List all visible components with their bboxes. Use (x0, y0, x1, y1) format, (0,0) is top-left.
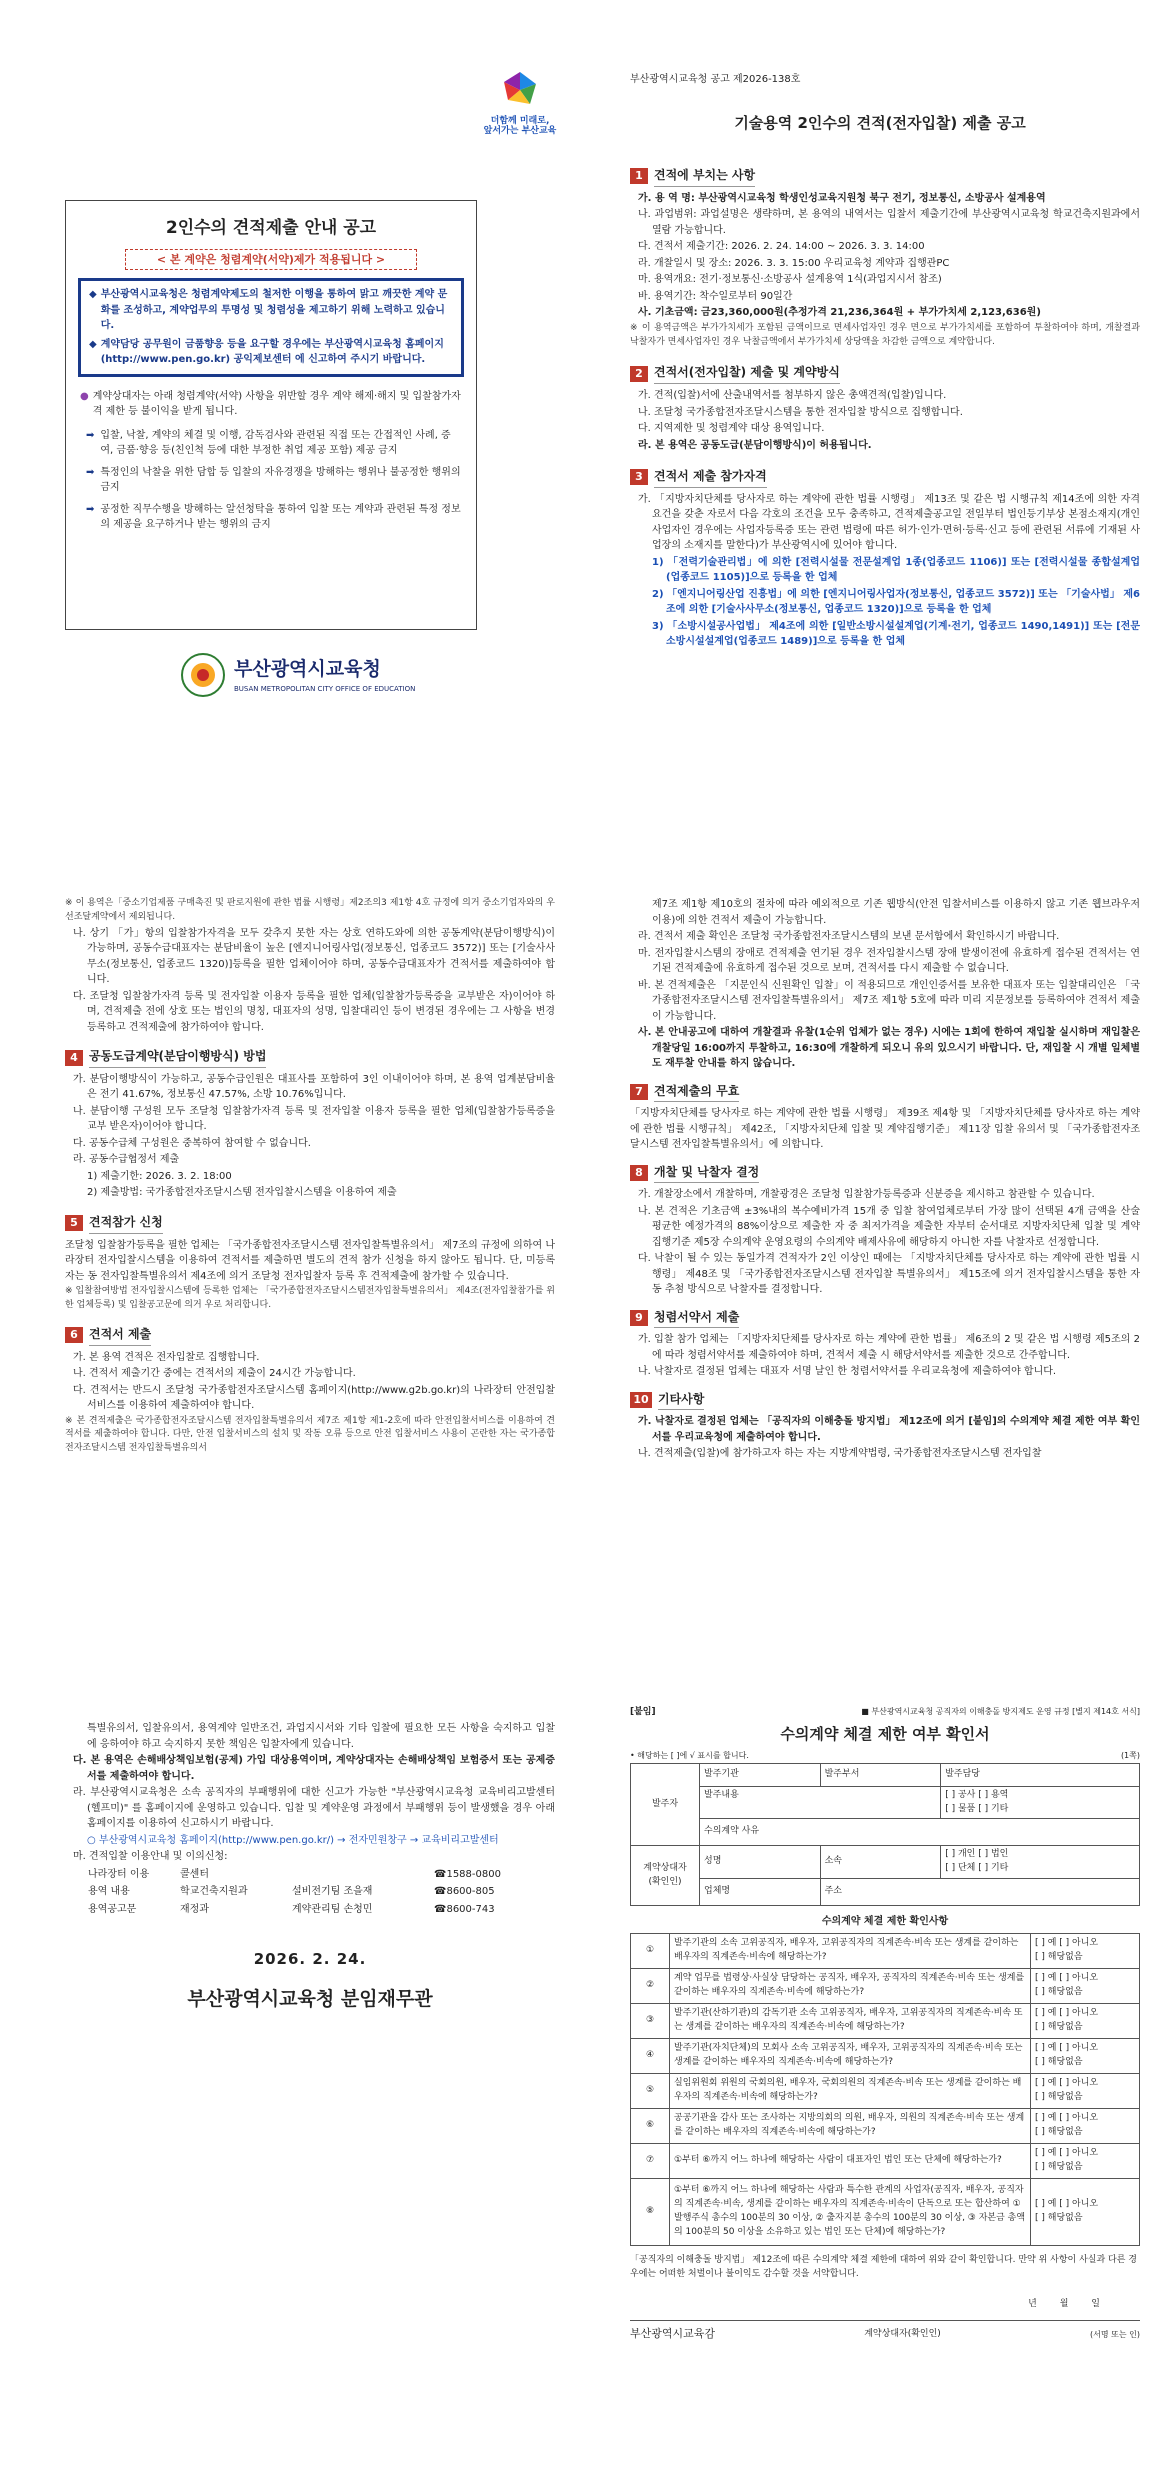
s5-body: 조달청 입찰참가등록을 필한 업체는 「국가종합전자조달시스템 전자입찰특별유의서」 제7조의 규정에 의하여 나라장터 전자입찰시스템을 이용하여 견적서를 제출하면 별도의 견적 참가 신청을 하지 않아도 됩니다. 단, 미등록자는 동 전자입찰특별유의서 제4조에 의거 조달청 전자입찰자 등록 후 견적제출에 참가할 수 있습니다. (65, 1239, 555, 1282)
p2-c: 다. 조달청 입찰참가자격 등록 및 전자입찰 이용자 등록을 필한 업체(입찰참가등록증을 교부받은 자)이어야 하며, 견적제출 전에 상호 또는 법인의 명칭, 대표자의 성명, 입찰대리인 등이 변경된 경우에는 그 사항을 변경 등록하고 견적제출에 참가하여야 합니다. (73, 990, 555, 1033)
person-label: 발주담당 (941, 1763, 1140, 1786)
announcement-number: 부산광역시교육청 공고 제2026-138호 (630, 74, 801, 85)
contact-name (291, 1866, 433, 1884)
check-row-options[interactable]: [ ] 예 [ ] 아니오 [ ] 해당없음 (1031, 2073, 1140, 2108)
check-row-number: ② (631, 1968, 670, 2003)
issuer-name: 부산광역시교육청 분임재무관 (187, 1988, 433, 2011)
dept-label: 발주부서 (820, 1763, 941, 1786)
contractor-label: 계약상대자 (확인인) (631, 1846, 700, 1906)
section-number: 7 (630, 1084, 648, 1100)
section-title: 견적서 제출 참가자격 (654, 467, 767, 488)
check-row-number: ⑧ (631, 2178, 670, 2245)
p2r-r4: 사. 본 안내공고에 대하여 개찰결과 유찰(1순위 업체가 없는 경우) 시에는 1회에 한하여 재입찰 실시하며 재입찰은 개찰당일 16:00까지 투찰하고, 16:30에 개찰하게 되오니 유의 있으시기 바랍니다. 단, 재입찰 시 개별 일체별도 재투찰 안내를 하지 않습니다. (638, 1027, 1140, 1069)
check-table (630, 1933, 1140, 2246)
s8-a: 가. 개찰장소에서 개찰하며, 개찰광경은 조달청 입찰참가등록증과 신분증을 제시하고 참관할 수 있습니다. (638, 1189, 1095, 1201)
s6-a: 가. 본 용역 견적은 전자입찰로 집행합니다. (73, 1351, 260, 1363)
contact-row (87, 1883, 527, 1901)
check-row-number: ⑤ (631, 2073, 670, 2108)
office-name-en: BUSAN METROPOLITAN CITY OFFICE OF EDUCATION (234, 685, 416, 694)
logo-text-1: 더함께 미래로, (490, 115, 550, 126)
circle-bullet-icon: ● (80, 390, 89, 402)
s8-b: 나. 본 견적은 기초금액 ±3%내의 복수예비가격 15개 중 입찰 참여업체로부터 가장 많이 선택된 4개 금액을 산술 평균한 예정가격의 88%이상으로 제출한 자 중 최저가격을 제출한 자부터 순서대로 지방자치단체 입찰 및 계약 집행기준 제5장 수의계약 운영요령의 수의계약 배제사유에 해당하지 아니한 자를 낙찰자로 선정합니다. (638, 1205, 1140, 1248)
section-title: 청렴서약서 제출 (654, 1308, 739, 1329)
contact-dept: 학교건축지원과 (180, 1886, 248, 1897)
pledge-list (86, 428, 462, 533)
sec1-a: 가. 용 역 명: 부산광역시교육청 학생인성교육지원청 북구 전기, 정보통신, 소방공사 설계용역 (638, 192, 1046, 204)
p2r-r3: 바. 본 견적제출은 「지문인식 신원확인 입찰」이 적용되므로 개인인증서를 보유한 대표자 또는 입찰대리인은 「국가종합전자조달시스템 전자입찰특별유의서」 제7조 제1항 5호에 따라 미리 지문정보를 등록하여야 견적서 제출이 가능합니다. (638, 979, 1140, 1022)
office-emblem-icon (180, 652, 226, 698)
check-row-question: 공공기관을 감사 또는 조사하는 지방의회의 의원, 배우자, 의원의 직계존속·비속 또는 생계를 같이하는 배우자의 직계존속·비속에 해당하는가? (670, 2108, 1031, 2143)
orderer-table (630, 1763, 1140, 1907)
signer-sign: (서명 또는 인) (1090, 2330, 1140, 2340)
contract-reason-label: 수의계약 사유 (700, 1819, 1140, 1846)
check-row-options[interactable]: [ ] 예 [ ] 아니오 [ ] 해당없음 (1031, 1968, 1140, 2003)
page1-right-body (630, 160, 1140, 651)
main-title: 기술용역 2인수의 견적(전자입찰) 제출 공고 (734, 114, 1026, 132)
check-row-question: 발주기관(자치단체)의 모회사 소속 고위공직자, 배우자, 고위공직자의 직계존속·비속 또는 생계를 같이하는 배우자의 직계존속·비속에 해당하는가? (670, 2038, 1031, 2073)
sec2-c: 다. 지역제한 및 청렴계약 대상 용역입니다. (638, 423, 825, 435)
s9-b: 나. 낙찰자로 결정된 업체는 대표자 서명 날인 한 청렴서약서를 우리교육청에 제출하여야 합니다. (638, 1366, 1057, 1378)
check-row-options[interactable]: [ ] 예 [ ] 아니오 [ ] 해당없음 (1031, 2108, 1140, 2143)
diamond-icon: ◆ (89, 289, 97, 301)
section-title: 견적에 부치는 사항 (654, 166, 755, 187)
notice-blue-box (78, 278, 464, 377)
form-ref: ■ 부산광역시교육청 공직자의 이해충돌 방지제도 운영 규정 [별지 제14호 서식] (861, 1707, 1140, 1716)
form-attach-label: [붙임] (630, 1707, 656, 1717)
s8-c: 다. 낙찰이 될 수 있는 동일가격 견적자가 2인 이상인 때에는 「지방자치단체를 당사자로 하는 계약에 관한 법률 시행령」 제48조 및 「국가종합전자조달시스템 전자입찰 특별유의서」 제15조에 의거 전자입찰시스템을 통한 자동 추첨 방식으로 낙찰자를 결정합니다. (638, 1253, 1140, 1296)
check-row (631, 1968, 1140, 2003)
page2-left-body (65, 896, 555, 1457)
check-row-number: ① (631, 1933, 670, 1968)
sec1-b: 나. 과업범위: 과업설명은 생략하며, 본 용역의 내역서는 입찰서 제출기간에 부산광역시교육청 학교건축지원과에서 열람 가능합니다. (638, 209, 1140, 236)
section-number: 3 (630, 469, 648, 485)
check-row-number: ④ (631, 2038, 670, 2073)
contact-name: 계약관리팀 손청민 (292, 1903, 373, 1915)
s4-c: 다. 공동수급체 구성원은 중복하여 참여할 수 없습니다. (73, 1137, 311, 1149)
sec1-g: 사. 기초금액: 금23,360,000원(추정가격 21,236,364원 + 부가가치세 2,123,636원) (638, 307, 1041, 319)
contact-row (87, 1901, 527, 1919)
check-row (631, 2073, 1140, 2108)
pledge-item: 특정인의 낙찰을 위한 담합 등 입찰의 자유경쟁을 방해하는 행위나 불공정한 행위의 금지 (100, 466, 461, 494)
p3-d-link[interactable]: ○ 부산광역시교육청 홈페이지(http://www.pen.go.kr/) → 전자민원창구 → 교육비리고발센터 (87, 1834, 499, 1846)
check-row (631, 2108, 1140, 2143)
s4-d1: 1) 제출기한: 2026. 3. 2. 18:00 (87, 1170, 232, 1182)
office-logo (180, 652, 415, 698)
s10-b: 나. 견적제출(입찰)에 참가하고자 하는 자는 지방계약법령, 국가종합전자조달시스템 전자입찰 (638, 1448, 1042, 1460)
s9-a: 가. 입찰 참가 업체는 「지방자치단체를 당사자로 하는 계약에 관한 법률」 제6조의 2 및 같은 법 시행령 제5조의 2에 따라 청렴서약서를 제출하여야 하며, 견적서 제출 시 해당서약서를 제출한 것으로 간주합니다. (638, 1334, 1140, 1361)
indiv-checkboxes[interactable]: [ ] 개인 [ ] 법인 [ ] 단체 [ ] 기타 (941, 1846, 1140, 1879)
sec3-item-3: 3) 「소방시설공사업법」 제4조에 의한 [일반소방시설설계업(기계·전기, 업종코드 1490,1491)] 또는 [전문소방시설설계업(업종코드 1489)]으로 등록을 한 업체 (652, 620, 1140, 648)
check-row-number: ⑦ (631, 2143, 670, 2178)
notice-title: 2인수의 견적제출 안내 공고 (165, 218, 377, 238)
form-title: 수의계약 체결 제한 여부 확인서 (780, 1724, 990, 1743)
section-number: 5 (65, 1215, 83, 1231)
check-row-question: 실임위원회 위원의 국회의원, 배우자, 국회의원의 직계존속·비속 또는 생계를 같이하는 배우자의 직계존속·비속에 해당하는가? (670, 2073, 1031, 2108)
section-title: 개찰 및 낙찰자 결정 (654, 1163, 759, 1184)
diamond-icon: ◆ (89, 338, 97, 350)
s6-c: 다. 견적서는 반드시 조달청 국가종합전자조달시스템 홈페이지(http://www.g2b.go.kr)의 나라장터 안전입찰서비스를 이용하여 제출하여야 합니다. (73, 1384, 555, 1412)
contact-role: 용역공고문 (88, 1903, 137, 1915)
contact-row (87, 1866, 527, 1884)
check-row-options[interactable]: [ ] 예 [ ] 아니오 [ ] 해당없음 (1031, 2143, 1140, 2178)
contact-table (87, 1866, 527, 1919)
signer-role: 계약상대자(확인인) (864, 2328, 941, 2339)
section-title: 견적제출의 무효 (654, 1082, 739, 1103)
form-top-note: • 해당하는 [ ]에 √ 표시를 합니다. (630, 1751, 749, 1761)
section-title: 기타사항 (658, 1390, 704, 1411)
type-checkboxes[interactable]: [ ] 공사 [ ] 용역 [ ] 물품 [ ] 기타 (941, 1786, 1140, 1819)
contact-role: 용역 내용 (88, 1886, 130, 1897)
contact-tel: ☎1588-0800 (434, 1868, 501, 1880)
sec1-note: ※ 이 용역금액은 부가가치세가 포함된 금액이므로 면세사업자인 경우 면으로 부가가치세를 포함하여 투찰하여야 하며, 개찰결과 낙찰자가 면세사업자인 경우 낙찰금액에서 부가가치세 상당액을 차감한 금액으로 계약합니다. (630, 322, 1140, 347)
s4-b: 나. 분담이행 구성원 모두 조달청 입찰참가자격 등록 및 전자입찰 이용자 등록을 필한 업체(입찰참가등록증을 교부 받은자)이어야 합니다. (73, 1105, 555, 1133)
section-number: 2 (630, 366, 648, 382)
sec2-d: 라. 본 용역은 공동도급(분담이행방식)이 허용됩니다. (638, 439, 872, 451)
check-row-number: ③ (631, 2003, 670, 2038)
form-footer-note: 「공직자의 이해충돌 방지법」 제12조에 따른 수의계약 체결 제한에 대하여 위와 같이 확인합니다. 만약 위 사항이 사실과 다른 경우에는 어떠한 처벌이나 불이익도 감수할 것을 서약합니다. (630, 2254, 1137, 2279)
notice-intro: 계약상대자는 아래 청렴계약(서약) 사항을 위반할 경우 계약 해제·해지 및 입찰참가자격 제한 등 불이익을 받게 됩니다. (92, 390, 461, 418)
sec1-c: 다. 견적서 제출기간: 2026. 2. 24. 14:00 ~ 2026. 3. 3. 14:00 (638, 241, 925, 253)
restriction-form (630, 1706, 1140, 2342)
name-label: 성명 (700, 1846, 821, 1879)
p3-c: 다. 본 용역은 손해배상책임보험(공제) 가입 대상용역이며, 계약상대자는 손해배상책임 보험증서 또는 공제증서를 제출하여야 합니다. (73, 1755, 555, 1782)
notice-bullet-2: 계약담당 공무원이 금품향응 등을 요구할 경우에는 부산광역시교육청 홈페이지(http://www.pen.go.kr) 공익제보센터 에 신고하여 주시기 바랍니다. (100, 338, 444, 366)
section-number: 8 (630, 1165, 648, 1181)
check-row (631, 2143, 1140, 2178)
p2r-r2: 마. 전자입찰시스템의 장애로 견적제출 연기된 경우 전자입찰시스템 장애 발생이전에 유효하게 접수된 견적서는 연기된 견적제출에 유효하게 접수된 것으로 보며, 견적서를 다시 제출할 수 없습니다. (638, 947, 1140, 974)
contact-name: 설비전기팀 조을재 (292, 1886, 373, 1897)
form-date-line: 년 월 일 (1028, 2298, 1100, 2309)
sec1-e: 마. 용역개요: 전기·정보통신·소방공사 설계용역 1식(과업지시서 참조) (638, 274, 942, 286)
arrow-icon: ➡ (86, 429, 95, 441)
p3-cont: 특별유의서, 입찰유의서, 용역계약 일반조건, 과업지시서와 기타 입찰에 필요한 모든 사항을 숙지하고 입찰에 응하여야 하고 숙지하지 못한 책임은 입찰자에게 있습니다. (87, 1723, 555, 1750)
section-number: 4 (65, 1050, 83, 1066)
p2r-r1: 라. 견적서 제출 확인은 조달청 국가종합전자조달시스템의 보낸 문서함에서 확인하시기 바랍니다. (638, 931, 1060, 942)
section-number: 1 (630, 168, 648, 184)
section-title: 견적참가 신청 (89, 1213, 163, 1234)
p2-note1: ※ 이 용역은「중소기업제품 구매촉진 및 판로지원에 관한 법률 시행령」제2조의3 제1항 4호 규정에 의거 중소기업자와의 우선조달계약에서 제외됩니다. (65, 898, 555, 922)
check-row (631, 2003, 1140, 2038)
p2r-cont: 제7조 제1항 제10호의 절차에 따라 예외적으로 기존 웹방식(안전 입찰서비스를 이용하지 않고 기존 웹브라우저 이용)에 의한 견적서 제출이 가능합니다. (652, 899, 1140, 926)
section-number: 9 (630, 1310, 648, 1326)
addr-label: 주소 (820, 1879, 1139, 1906)
check-title: 수의계약 체결 제한 확인사항 (821, 1916, 949, 1928)
content-label: 발주내용 (700, 1786, 941, 1819)
check-row-question: 계약 업무를 법령상·사실상 담당하는 공직자, 배우자, 공직자의 직계존속·비속 또는 생계를 같이하는 배우자의 직계존속·비속에 해당하는가? (670, 1968, 1031, 2003)
orderer-label: 발주자 (631, 1763, 700, 1846)
section-title: 공동도급계약(분담이행방식) 방법 (89, 1047, 266, 1068)
affil-label: 소속 (820, 1846, 941, 1879)
logo-block (480, 70, 560, 137)
pledge-item: 입찰, 낙찰, 계약의 체결 및 이행, 감독검사와 관련된 직접 또는 간접적인 사례, 증여, 금품·향응 등(친인척 등에 대한 부정한 취업 제공 포함) 제공 금지 (100, 429, 451, 457)
sec1-f: 바. 용역기간: 착수일로부터 90일간 (638, 290, 793, 302)
notice-subtitle: < 본 계약은 청렴계약(서약)제가 적용됩니다 > (125, 249, 417, 270)
sec3-item-2: 2) 「엔지니어링산업 진흥법」에 의한 [엔지니어링사업자(정보통신, 업종코드 3572)] 또는 「기술사법」 제6조에 의한 [기술사사무소(정보통신, 업종코드 1320)]으로 등록을 한 업체 (652, 588, 1140, 616)
org-label: 발주기관 (700, 1763, 821, 1786)
corp-label: 업체명 (700, 1879, 821, 1906)
check-row-options[interactable]: [ ] 예 [ ] 아니오 [ ] 해당없음 (1031, 2003, 1140, 2038)
sec3-item-1: 1) 「전력기술관리법」에 의한 [전력시설물 전문설계업 1종(업종코드 1106)] 또는 [전력시설물 종합설계업(업종코드 1105)]으로 등록을 한 업체 (652, 556, 1140, 584)
notice-box (65, 200, 477, 630)
pledge-item: 공정한 직무수행을 방해하는 알선청탁을 통하여 입찰 또는 계약과 관련된 특정 정보의 제공을 요구하거나 받는 행위의 금지 (100, 503, 461, 531)
sec3-a: 가. 「지방자치단체를 당사자로 하는 계약에 관한 법률 시행령」 제13조 및 같은 법 시행규칙 제14조에 의한 자격요건을 갖춘 자로서 다음 각호의 조건을 모두 충족하고, 견적제출공고일 전일부터 법인등기부상 본점소재지(개인사업자인 경우에는 사업자등록증 또는 관련 법령에 따른 허가·인가·면허·등록·신고 등에 관련된 서류에 기재된 사업장의 소재지를 말한다)가 부산광역시에 있어야 합니다. (638, 493, 1140, 552)
check-row-question: 발주기관의 소속 고위공직자, 배우자, 고위공직자의 직계존속·비속 또는 생계를 같이하는 배우자의 직계존속·비속에 해당하는가? (670, 1933, 1031, 1968)
contact-tel: ☎8600-743 (434, 1903, 495, 1915)
section-number: 10 (630, 1392, 652, 1408)
arrow-icon: ➡ (86, 503, 95, 515)
education-logo-icon (500, 70, 540, 110)
sec2-a: 가. 견적(입찰)서에 산출내역서를 첨부하지 않은 총액견적(입찰)입니다. (638, 390, 947, 402)
check-row-question: ①부터 ⑥까지 어느 하나에 해당하는 사람과 특수한 관계의 사업자(공직자, 배우자, 공직자의 직계존속·비속, 생계를 같이하는 배우자의 직계존속·비속이 단독으로 또는 합산하여 ① 발행주식 총수의 100분의 30 이상, ② 출자지분 총수의 100분의 30 이상, ③ 자본금 총액의 100분의 50 이상을 소유하고 있는 법인 또는 단체)에 해당하는가? (670, 2178, 1031, 2245)
check-row (631, 1933, 1140, 1968)
check-row-options[interactable]: [ ] 예 [ ] 아니오 [ ] 해당없음 (1031, 1933, 1140, 1968)
s4-d: 라. 공동수급협정서 제출 (73, 1154, 180, 1166)
contact-dept: 콜센터 (180, 1868, 209, 1880)
contact-role: 나라장터 이용 (88, 1868, 150, 1880)
p3-d: 라. 부산광역시교육청은 소속 공직자의 부패행위에 대한 신고가 가능한 "부산광역시교육청 교육비리고발센터(헬프미)" 를 홈페이지에 운영하고 있습니다. 입찰 및 계약운영 과정에서 부패행위 등이 발생했을 경우 아래 홈페이지를 이용하여 신고하시기 바랍니다. (73, 1787, 555, 1829)
contact-dept: 재정과 (180, 1903, 209, 1915)
p2-b: 나. 상기 「가」항의 입찰참가자격을 모두 갖추지 못한 자는 상호 연하도와에 의한 공동계약(분담이행방식)이 가능하며, 공동수급대표자는 분담비율이 높은 [엔지니어링사업(정보통신, 업종코드 3572)] 또는 [기술사사무소(정보통신, 업종코드 1320)]등록을 필한 업체이어야 하며, 공동수급대표자가 견적서를 제출하여야 합니다. (73, 927, 555, 986)
office-name: 부산광역시교육청 (234, 657, 381, 680)
logo-text-2: 앞서가는 부산교육 (483, 126, 557, 137)
section-title: 견적서(전자입찰) 제출 및 계약방식 (654, 363, 840, 384)
page3-left-body (65, 1720, 555, 2015)
form-page-mark: (1쪽) (1120, 1751, 1140, 1761)
contact-tel: ☎8600-805 (434, 1886, 495, 1897)
s4-a: 가. 분담이행방식이 가능하고, 공동수급인원은 대표사를 포함하여 3인 이내이어야 하며, 본 용역 업계분담비율은 전기 41.67%, 정보통신 47.57%, 소방 10.76%입니다. (73, 1073, 555, 1101)
s7-body: 「지방자치단체를 당사자로 하는 계약에 관한 법률 시행령」 제39조 제4항 및 「지방자치단체를 당사자로 하는 계약에 관한 법률 시행규칙」 제42조, 「지방자치단체 입찰 및 계약집행기준」 제11장 입찰 유의서 및 「국가종합전자조달시스템 전자입찰특별유의서」에 의합니다. (630, 1108, 1140, 1151)
check-row (631, 2038, 1140, 2073)
check-row (631, 2178, 1140, 2245)
s6-note: ※ 본 견적제출은 국가종합전자조달시스템 전자입찰특별유의서 제7조 제1항 제1-2호에 따라 안전입찰서비스를 이용하여 견적서를 제출하여야 합니다. 다만, 안전 입찰서비스의 설치 및 작동 오류 등으로 안전 입찰서비스 사용이 곤란한 자는 국가종합전자조달시스템 전자입찰특별유의서 (65, 1415, 555, 1454)
s6-b: 나. 견적서 제출기간 중에는 견적서의 제출이 24시간 가능합니다. (73, 1368, 356, 1380)
check-row-options[interactable]: [ ] 예 [ ] 아니오 [ ] 해당없음 (1031, 2038, 1140, 2073)
issue-date: 2026. 2. 24. (253, 1950, 367, 1968)
arrow-icon: ➡ (86, 466, 95, 478)
s10-a: 가. 낙찰자로 결정된 업체는 「공직자의 이해충돌 방지법」 제12조에 의거 [붙임]의 수의계약 체결 제한 여부 확인서를 우리교육청에 제출하여야 합니다. (638, 1416, 1140, 1443)
s4-d2: 2) 제출방법: 국가종합전자조달시스템 전자입찰시스템을 이용하여 제출 (87, 1187, 397, 1199)
sec2-b: 나. 조달청 국가종합전자조달시스템을 통한 전자입찰 방식으로 집행합니다. (638, 406, 963, 418)
signer-org: 부산광역시교육감 (630, 2326, 716, 2340)
check-row-number: ⑥ (631, 2108, 670, 2143)
section-title: 견적서 제출 (89, 1325, 151, 1346)
check-row-options[interactable]: [ ] 예 [ ] 아니오 [ ] 해당없음 (1031, 2178, 1140, 2245)
section-number: 6 (65, 1327, 83, 1343)
check-row-question: 발주기관(산하기관)의 감독기관 소속 고위공직자, 배우자, 고위공직자의 직계존속·비속 또는 생계를 같이하는 배우자의 직계존속·비속에 해당하는가? (670, 2003, 1031, 2038)
page2-right-body (630, 896, 1140, 1463)
p3-e: 마. 견적입찰 이용안내 및 이의신청: (73, 1851, 228, 1862)
sec1-d: 라. 개찰일시 및 장소: 2026. 3. 3. 15:00 우리교육청 계약과 집행관PC (638, 257, 950, 269)
notice-bullet-1: 부산광역시교육청은 청렴계약제도의 철저한 이행을 통하여 맑고 깨끗한 계약 문화를 조성하고, 계약업무의 투명성 및 청렴성을 제고하기 위해 노력하고 있습니다. (100, 289, 448, 332)
s5-note: ※ 입찰참여방법 전자입찰시스템에 등록한 업체는 「국가종합전자조달시스템전자입찰특별유의서」 제4조(전자입찰참가를 위한 업체등록) 및 입찰공고문에 의거 우로 처리합니다. (65, 1286, 555, 1310)
check-row-question: ①부터 ⑥까지 어느 하나에 해당하는 사람이 대표자인 법인 또는 단체에 해당하는가? (670, 2143, 1031, 2178)
